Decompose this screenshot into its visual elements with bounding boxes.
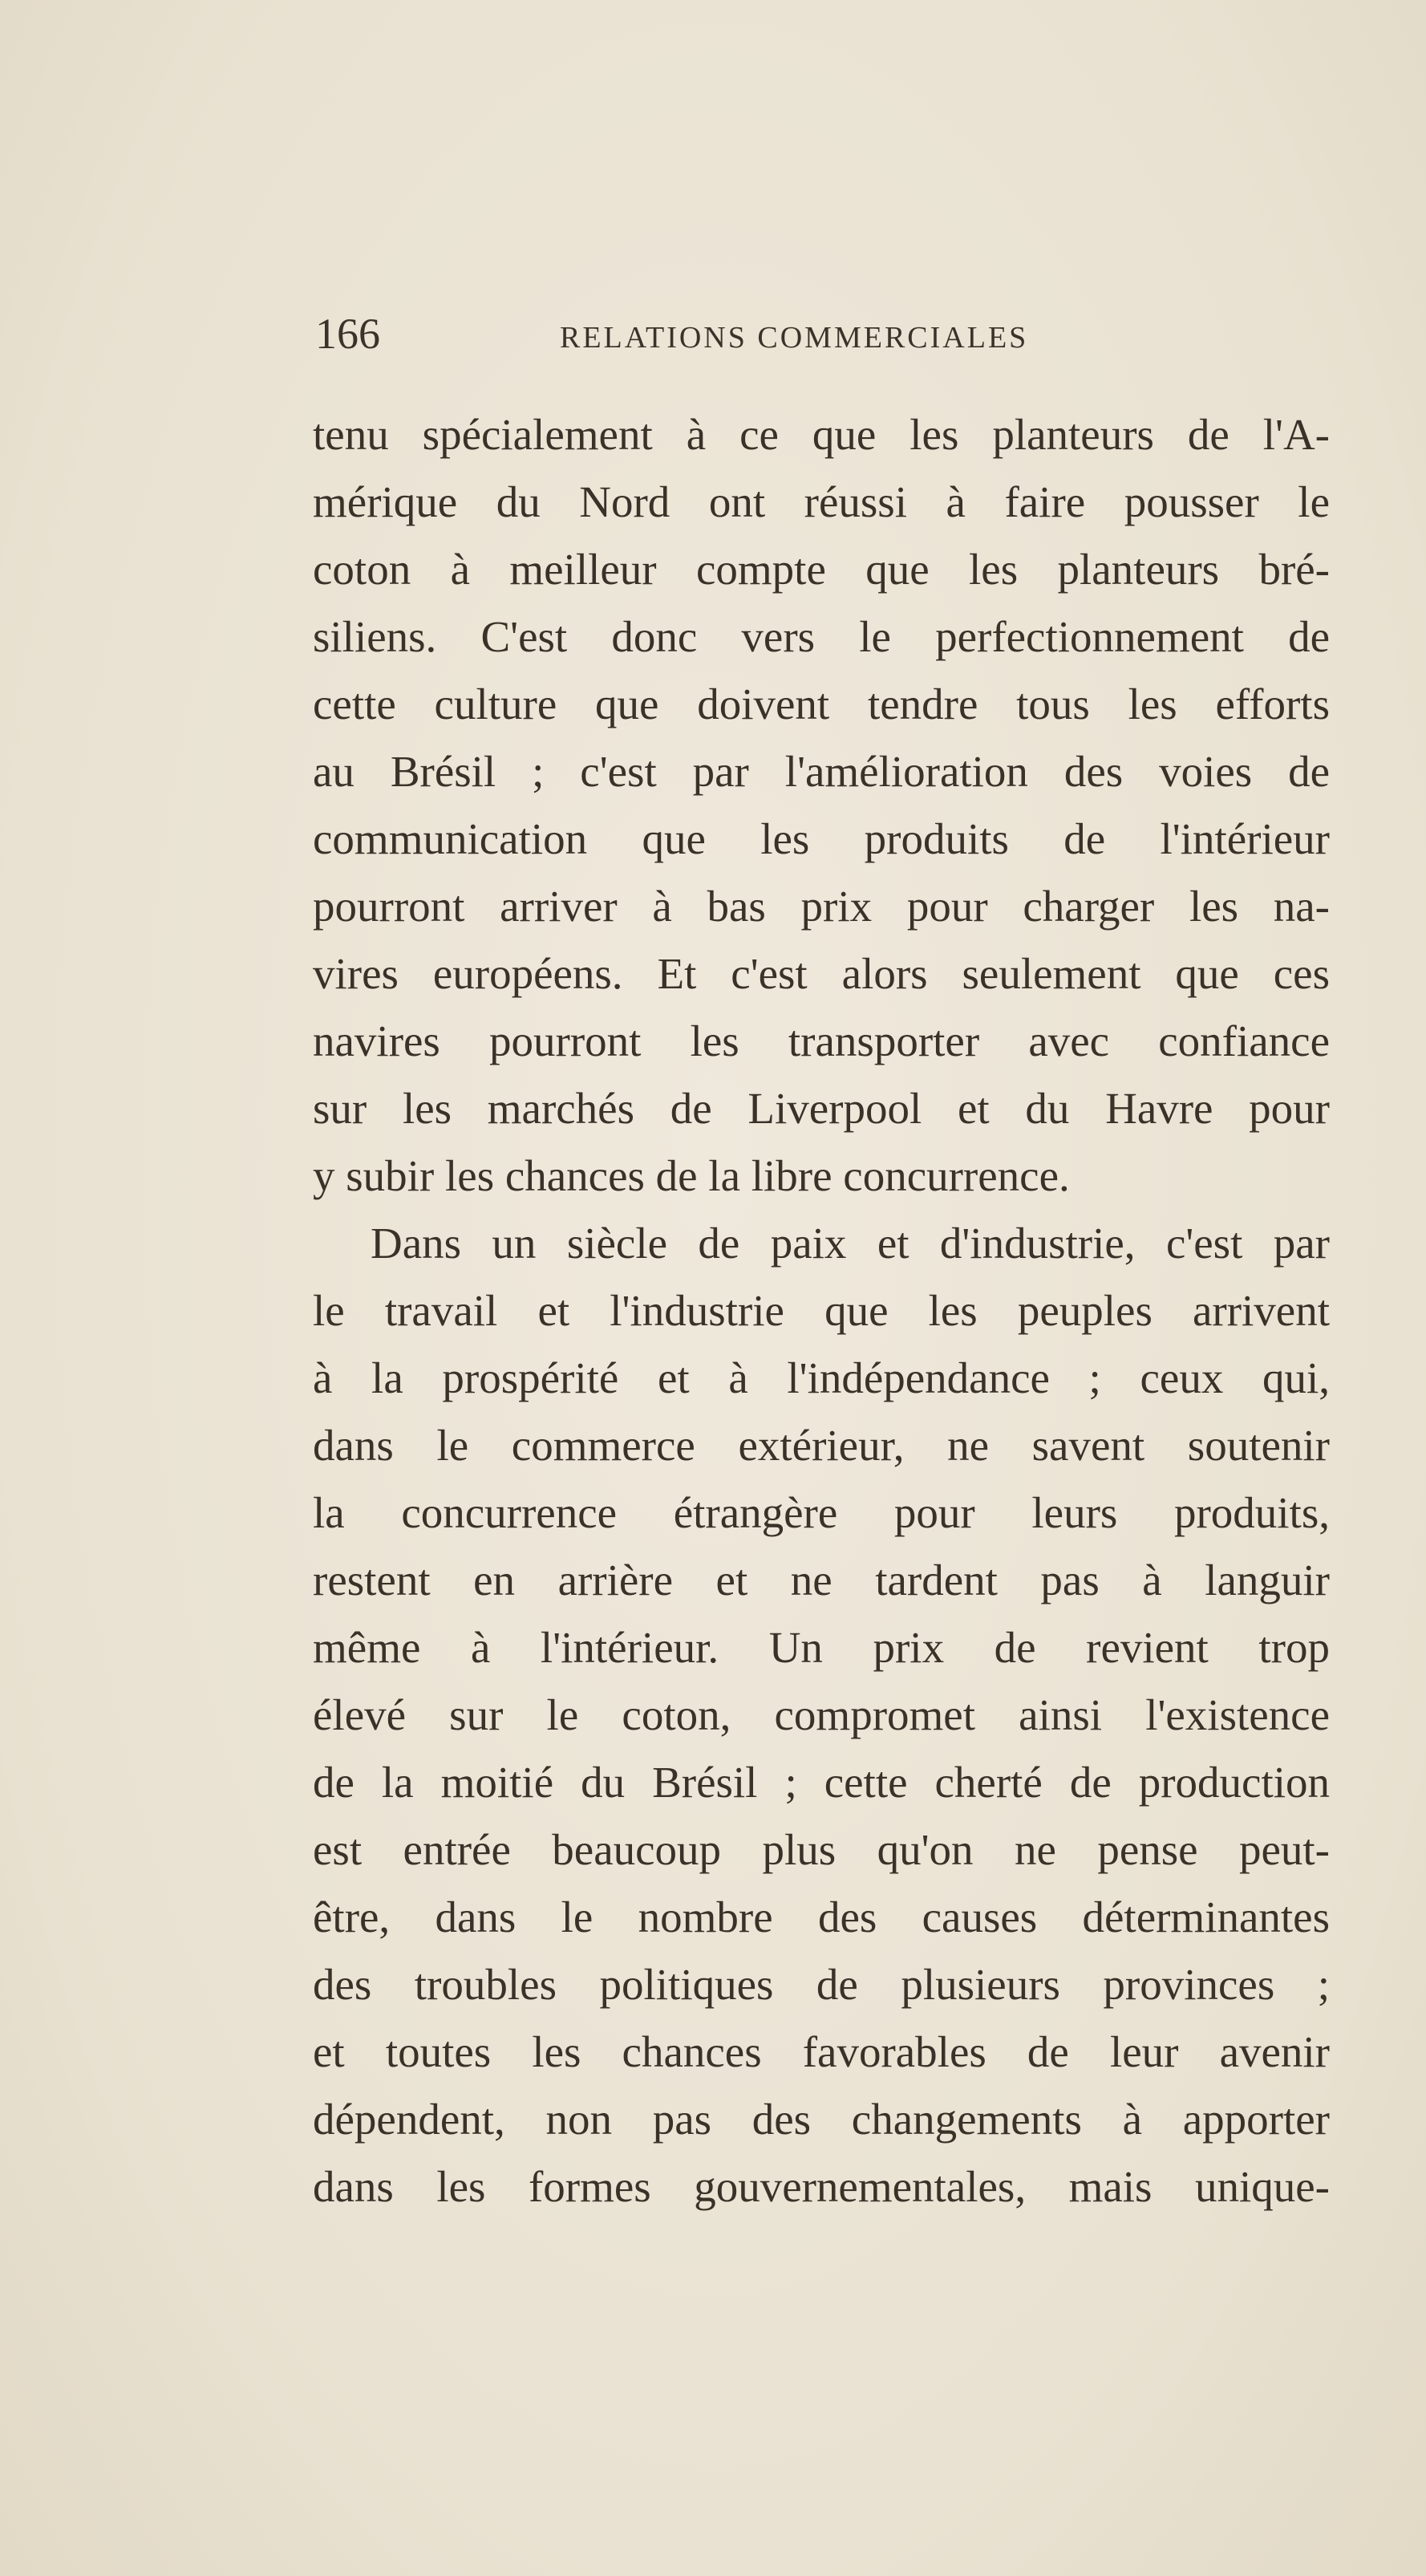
text-line: navires pourront les transporter avec confiance — [313, 1016, 1330, 1065]
text-line: dans les formes gouvernementales, mais unique- — [313, 2162, 1330, 2211]
text-line: être, dans le nombre des causes déterminantes — [313, 1892, 1330, 1941]
body-text — [313, 401, 1330, 2221]
text-line: siliens. C'est donc vers le perfectionnement de — [313, 612, 1330, 661]
text-line: Dans un siècle de paix et d'industrie, c'est par — [371, 1219, 1330, 1268]
text-line: mérique du Nord ont réussi à faire pousser le — [313, 477, 1330, 526]
text-line: de la moitié du Brésil ; cette cherté de production — [313, 1758, 1330, 1807]
text-line: y subir les chances de la libre concurrence. — [313, 1151, 1070, 1200]
running-head — [315, 309, 1117, 365]
text-line: vires européens. Et c'est alors seulement que ces — [313, 949, 1330, 998]
text-line: la concurrence étrangère pour leurs produits, — [313, 1488, 1330, 1537]
text-line: tenu spécialement à ce que les planteurs de l'A- — [313, 410, 1330, 459]
text-line: et toutes les chances favorables de leur avenir — [313, 2027, 1330, 2076]
text-line: au Brésil ; c'est par l'amélioration des voies de — [313, 747, 1330, 796]
running-title: RELATIONS COMMERCIALES — [560, 321, 1029, 355]
text-line: dans le commerce extérieur, ne savent soutenir — [313, 1421, 1330, 1470]
text-line: des troubles politiques de plusieurs provinces ; — [313, 1960, 1330, 2009]
text-line: pourront arriver à bas prix pour charger les na- — [313, 882, 1330, 931]
text-line: le travail et l'industrie que les peuples arrivent — [313, 1286, 1330, 1335]
text-line: sur les marchés de Liverpool et du Havre pour — [313, 1084, 1330, 1133]
text-line: même à l'intérieur. Un prix de revient trop — [313, 1623, 1330, 1672]
paragraph-2 — [313, 1210, 1330, 2221]
text-line: à la prospérité et à l'indépendance ; ceux qui, — [313, 1353, 1330, 1402]
text-line: est entrée beaucoup plus qu'on ne pense peut- — [313, 1825, 1330, 1874]
text-line: dépendent, non pas des changements à apporter — [313, 2095, 1330, 2144]
text-line: communication que les produits de l'intérieur — [313, 814, 1330, 863]
paragraph-1 — [313, 401, 1330, 1210]
text-line: cette culture que doivent tendre tous les efforts — [313, 679, 1330, 728]
text-line: élevé sur le coton, compromet ainsi l'existence — [313, 1690, 1330, 1739]
text-line: coton à meilleur compte que les planteurs bré- — [313, 545, 1330, 594]
page-number: 166 — [315, 310, 380, 358]
text-line: restent en arrière et ne tardent pas à languir — [313, 1556, 1330, 1604]
